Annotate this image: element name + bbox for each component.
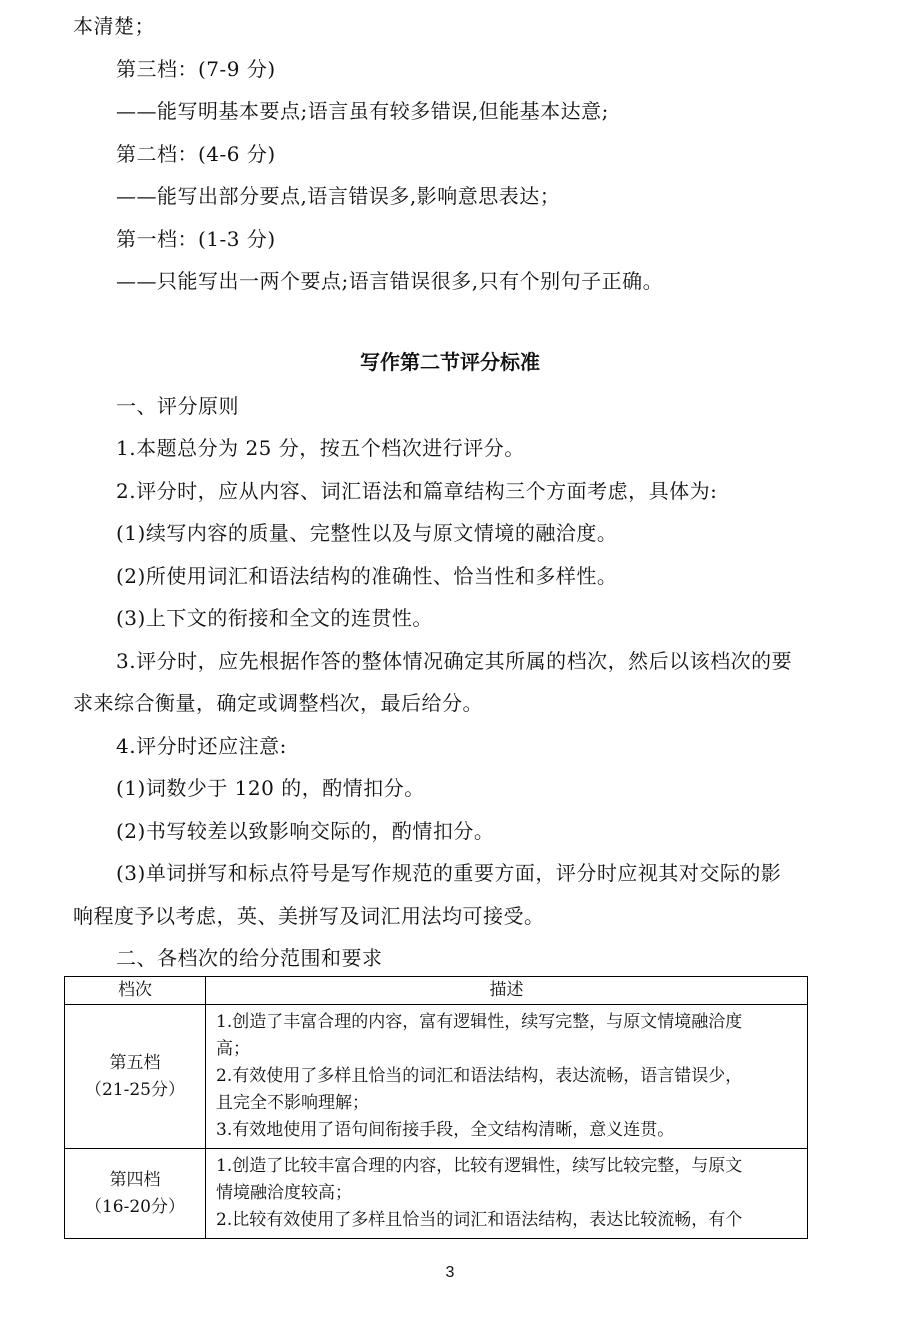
table-row: [65, 1149, 808, 1239]
level-range: （21-25分）: [84, 1079, 185, 1100]
subsection-heading: 一、评分原则: [116, 394, 239, 418]
subsection-heading: 二、各档次的给分范围和要求: [116, 946, 383, 970]
text-line: 2.评分时，应从内容、词汇语法和篇章结构三个方面考虑，具体为:: [116, 479, 718, 503]
text-line: (3)单词拼写和标点符号是写作规范的重要方面，评分时应视其对交际的影: [116, 861, 782, 885]
text-line: (1)续写内容的质量、完整性以及与原文情境的融洽度。: [116, 521, 618, 545]
text-line: (3)上下文的衔接和全文的连贯性。: [116, 606, 433, 630]
level-cell: [65, 1149, 206, 1239]
description-line: 1.创造了丰富合理的内容，富有逻辑性，续写完整，与原文情境融洽度: [216, 1012, 743, 1032]
description-cell: [206, 1005, 808, 1149]
description-line: 情境融洽度较高；: [216, 1183, 352, 1203]
page-number: 3: [445, 1264, 455, 1281]
text-line: 3.评分时，应先根据作答的整体情况确定其所属的档次，然后以该档次的要: [116, 649, 793, 673]
description-cell: [206, 1149, 808, 1239]
table-row: [65, 1005, 808, 1149]
level-name: 第五档: [109, 1052, 161, 1073]
text-line: (1)词数少于 120 的，酌情扣分。: [116, 776, 425, 800]
table-header-row: [65, 977, 808, 1005]
description-line: 3.有效地使用了语句间衔接手段，全文结构清晰，意义连贯。: [216, 1120, 675, 1140]
text-line: 响程度予以考虑，英、美拼写及词汇用法均可接受。: [73, 904, 545, 928]
section-title: 写作第二节评分标准: [360, 350, 540, 374]
grade-description: ——只能写出一两个要点;语言错误很多,只有个别句子正确。: [116, 269, 664, 293]
grade-label: 第二档：(4-6 分): [116, 142, 276, 166]
description-line: 2.有效使用了多样且恰当的词汇和语法结构，表达流畅，语言错误少，: [216, 1066, 743, 1086]
text-line: 本清楚；: [73, 14, 155, 38]
description-line: 1.创造了比较丰富合理的内容，比较有逻辑性，续写比较完整，与原文: [216, 1156, 743, 1176]
grade-label: 第三档：(7-9 分): [116, 57, 276, 81]
description-line: 且完全不影响理解；: [216, 1093, 369, 1113]
grading-table: [64, 976, 808, 1239]
grade-description: ——能写出部分要点,语言错误多,影响意思表达；: [116, 184, 561, 208]
grade-label: 第一档：(1-3 分): [116, 227, 276, 251]
column-header: 描述: [206, 977, 808, 1005]
text-line: (2)书写较差以致影响交际的，酌情扣分。: [116, 819, 495, 843]
text-line: 1.本题总分为 25 分，按五个档次进行评分。: [116, 436, 525, 460]
text-line: 4.评分时还应注意:: [116, 734, 287, 758]
level-range: （16-20分）: [84, 1196, 185, 1217]
description-line: 2.比较有效使用了多样且恰当的词汇和语法结构，表达比较流畅，有个: [216, 1210, 743, 1230]
description-line: 高；: [216, 1039, 250, 1059]
grade-description: ——能写明基本要点;语言虽有较多错误,但能基本达意;: [116, 99, 609, 123]
level-name: 第四档: [109, 1169, 161, 1190]
text-line: (2)所使用词汇和语法结构的准确性、恰当性和多样性。: [116, 564, 618, 588]
text-line: 求来综合衡量，确定或调整档次，最后给分。: [73, 691, 483, 715]
level-cell: [65, 1005, 206, 1149]
column-header: 档次: [65, 977, 206, 1005]
